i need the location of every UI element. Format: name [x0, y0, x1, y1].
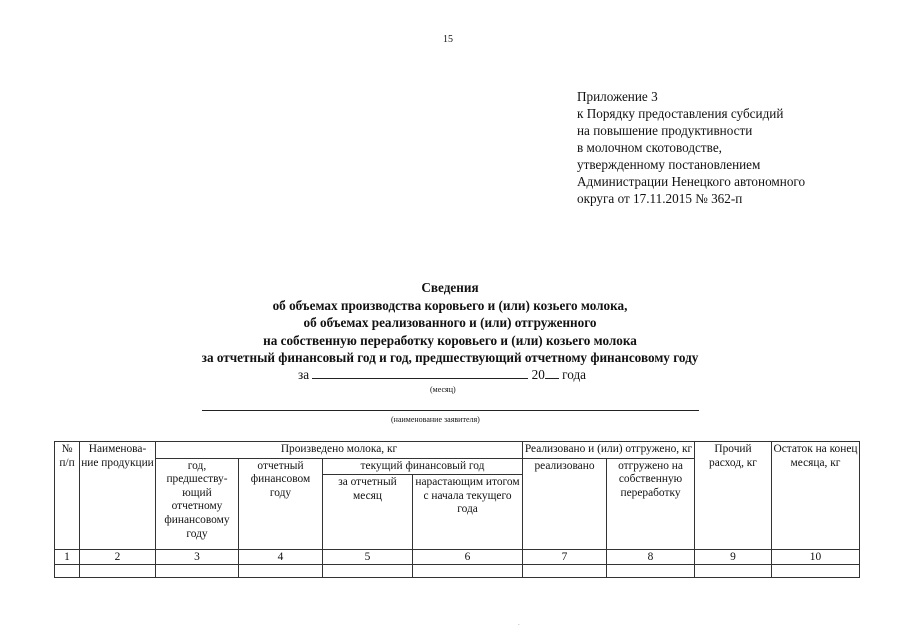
column-number: 4 [239, 550, 323, 565]
title-line: на собственную переработку коровьего и (или) козьего молока [263, 332, 637, 348]
table-cell[interactable] [523, 565, 607, 578]
header-report-month: за отчетный месяц [323, 475, 413, 550]
table-cell[interactable] [156, 565, 239, 578]
table-cell[interactable] [80, 565, 156, 578]
column-number: 3 [156, 550, 239, 565]
title-heading: Сведения [421, 280, 479, 295]
header-previous-year: год, предшеству-ющий отчетному финансовому году [156, 458, 239, 550]
period-prefix: за [298, 367, 310, 382]
appendix-line: Приложение 3 [577, 89, 658, 104]
header-report-year: отчетный финансовом году [239, 458, 323, 550]
month-caption: (месяц) [430, 385, 456, 394]
header-current-year: текущий финансовый год [323, 458, 523, 475]
appendix-line: Администрации Ненецкого автономного [577, 174, 806, 189]
header-produced: Произведено молока, кг [156, 442, 523, 459]
column-number: 8 [607, 550, 695, 565]
column-number: 10 [772, 550, 860, 565]
appendix-line: в молочном скотоводстве, [577, 140, 722, 155]
footer-mark: . [518, 619, 520, 627]
appendix-line: к Порядку предоставления субсидий [577, 106, 784, 121]
table-cell[interactable] [772, 565, 860, 578]
table-cell[interactable] [607, 565, 695, 578]
column-number: 6 [413, 550, 523, 565]
header-remaining: Остаток на конец месяца, кг [772, 442, 860, 550]
title-line: об объемах производства коровьего и (или) козьего молока, [272, 297, 628, 313]
header-other-expense: Прочий расход, кг [695, 442, 772, 550]
column-number: 2 [80, 550, 156, 565]
column-number: 5 [323, 550, 413, 565]
title-line: за отчетный финансовый год и год, предшествующий отчетному финансовому году [201, 350, 699, 365]
column-number: 1 [55, 550, 80, 565]
page-number: 15 [443, 34, 453, 45]
column-number: 7 [523, 550, 607, 565]
appendix-line: округа от 17.11.2015 № 362-п [577, 191, 743, 206]
title-line: об объемах реализованного и (или) отгруженного [303, 315, 597, 330]
header-sold: реализовано [523, 458, 607, 550]
applicant-caption: (наименование заявителя) [391, 415, 480, 424]
column-number: 9 [695, 550, 772, 565]
period-year-prefix: 20 [531, 367, 545, 382]
appendix-line: на повышение продуктивности [577, 123, 753, 138]
table-cell[interactable] [695, 565, 772, 578]
month-blank-field[interactable] [312, 366, 528, 379]
header-sold-shipped: Реализовано и (или) отгружено, кг [523, 442, 695, 459]
appendix-note [577, 88, 805, 207]
header-shipped-processing: отгружено на собственную переработку [607, 458, 695, 550]
header-cumulative: нарастающим итогом с начала текущего года [413, 475, 523, 550]
table-cell[interactable] [413, 565, 523, 578]
table-cell[interactable] [55, 565, 80, 578]
table-cell[interactable] [323, 565, 413, 578]
header-product-name: Наименова-ние продукции [80, 442, 156, 550]
report-table [54, 441, 860, 578]
period-line [298, 366, 586, 383]
period-suffix: года [562, 367, 587, 382]
applicant-blank-field[interactable] [202, 410, 699, 411]
table-cell[interactable] [239, 565, 323, 578]
header-number: № п/п [55, 442, 80, 550]
appendix-line: утвержденному постановлением [577, 157, 761, 172]
document-title [140, 279, 760, 367]
year-blank-field[interactable] [545, 366, 559, 379]
table-row [55, 565, 860, 578]
